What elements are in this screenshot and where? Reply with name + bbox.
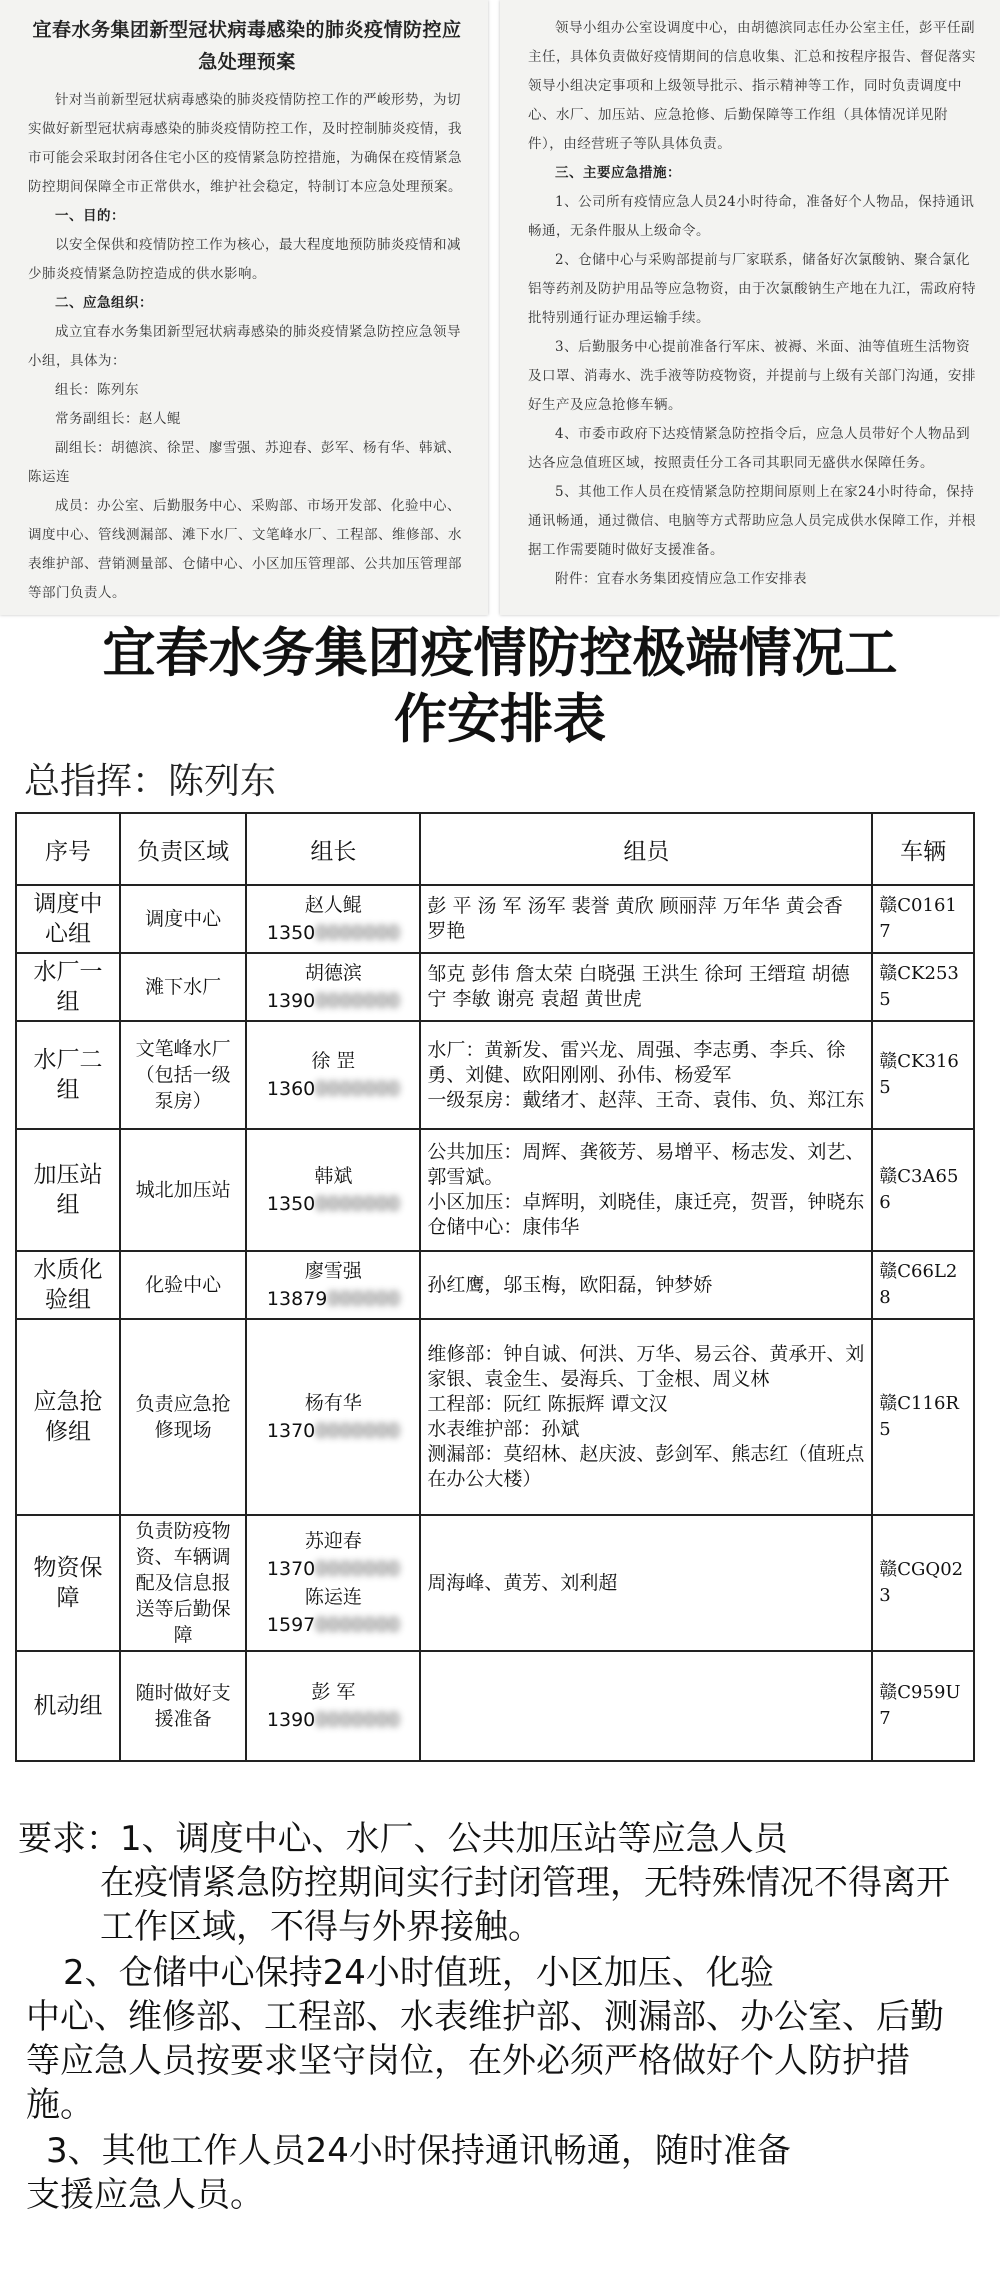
scan-paragraph: 成员：办公室、后勤服务中心、采购部、市场开发部、化验中心、调度中心、管线测漏部、滩下水厂、文笔峰水厂、工程部、维修部、水表维护部、营销测量部、仓储中心、小区加压管理部、公共加压管理部等部门负责人。 (28, 498, 462, 601)
requirement-3-first: 3、其他工作人员24小时保持通讯畅通，随时准备 (46, 2131, 791, 2171)
requirement-2-rest: 中心、维修部、工程部、水表维护部、测漏部、办公室、后勤等应急人员按要求坚守岗位，在外必须严格做好个人防护措施。 (26, 1997, 944, 2125)
leader-name: 胡德滨 (304, 962, 362, 984)
vehicle-cell: 赣C01617 (872, 885, 974, 953)
leader-phone-visible: 1370 (266, 1558, 316, 1580)
members-line: 周海峰、黄芳、刘利超 (427, 1571, 618, 1594)
area-cell: 负责防疫物资、车辆调配及信息报送等后勤保障 (120, 1515, 247, 1651)
requirements-block (18, 1817, 968, 2217)
members-line: 彭 平 汤 军 汤军 裴誉 黄欣 顾丽萍 万年华 黄会香 罗艳 (427, 895, 843, 942)
requirement-1-first: 要求：1、调度中心、水厂、公共加压站等应急人员 (18, 1819, 788, 1859)
leader-cell (246, 1515, 420, 1651)
scan-paragraph: 1、公司所有疫情应急人员24小时待命，准备好个人物品，保持通讯畅通，无条件服从上级命令。 (528, 194, 975, 239)
leader-phone-masked: 0000000 (315, 1709, 400, 1731)
area-cell: 滩下水厂 (120, 953, 247, 1021)
leader-phone-masked: 0000000 (315, 990, 400, 1012)
scan-paragraph: 附件：宜春水务集团疫情应急工作安排表 (555, 571, 807, 587)
leader-second (253, 1583, 413, 1639)
leader-cell (246, 1129, 420, 1251)
members-line: 维修部：钟自诚、何洪、万华、易云谷、黄承开、刘家银、袁金生、晏海兵、丁金根、周义林 (427, 1343, 865, 1390)
leader-phone-masked: 0000000 (315, 1558, 400, 1580)
scan-paragraph: 2、仓储中心与采购部提前与厂家联系，储备好次氯酸钠、聚合氯化铝等药剂及防护用品等应急物资，由于次氯酸钠生产地在九江，需政府特批特别通行证办理运输手续。 (528, 252, 976, 326)
vehicle-cell: 赣CGQ023 (872, 1515, 974, 1651)
table-row (16, 1021, 974, 1129)
main-heading-line2: 作安排表 (394, 689, 606, 750)
vehicle-cell: 赣CK3165 (872, 1021, 974, 1129)
scan-paragraph: 以安全保供和疫情防控工作为核心，最大程度地预防肺炎疫情和减少肺炎疫情紧急防控造成的供水影响。 (28, 237, 461, 282)
leader-phone (253, 987, 413, 1015)
members-line: 公共加压：周辉、龚筱芳、易增平、杨志发、刘艺、郭雪斌。 (427, 1141, 865, 1188)
group-name-cell: 机动组 (16, 1651, 120, 1761)
table-body (16, 885, 974, 1761)
leader-phone (253, 1706, 413, 1734)
header-index: 序号 (16, 813, 120, 885)
leader-phone (253, 1555, 413, 1583)
document-title: 宜春水务集团新型冠状病毒感染的肺炎疫情防控应急处理预案 (32, 19, 462, 73)
members-line: 一级泵房：戴绪才、赵萍、王奇、袁伟、负、郑江东 (427, 1088, 865, 1111)
table-row (16, 953, 974, 1021)
leader-phone (253, 1285, 413, 1313)
leader-phone-masked: 0000000 (315, 1193, 400, 1215)
scan-paragraph: 4、市委市政府下达疫情紧急防控指令后，应急人员带好个人物品到达各应急值班区域，按照责任分工各司其职同无盛供水保障任务。 (528, 426, 971, 471)
table-row (16, 1319, 974, 1515)
leader-phone-visible: 1370 (266, 1420, 316, 1442)
members-line: 测漏部：莫绍林、赵庆波、彭剑军、熊志红（值班点在办公大楼） (427, 1443, 865, 1490)
vehicle-cell: 赣C3A656 (872, 1129, 974, 1251)
members-line: 水厂：黄新发、雷兴龙、周强、李志勇、李兵、徐勇、刘健、欧阳刚刚、孙伟、杨爱军 (427, 1038, 846, 1086)
header-area: 负责区域 (120, 813, 247, 885)
leader-cell (246, 885, 420, 953)
members-cell (420, 1129, 872, 1251)
members-cell (420, 1651, 872, 1761)
vehicle-cell: 赣C116R5 (872, 1319, 974, 1515)
scan-paragraph: 二、应急组织： (55, 295, 153, 311)
table-header-row (16, 813, 974, 885)
table-row (16, 1515, 974, 1651)
members-cell (420, 1319, 872, 1515)
leader-phone-visible: 1350 (266, 922, 316, 944)
leader-phone-visible: 13879 (266, 1288, 328, 1310)
requirement-1-rest: 在疫情紧急防控期间实行封闭管理，无特殊情况不得离开工作区域，不得与外界接触。 (100, 1863, 950, 1947)
area-cell: 城北加压站 (120, 1129, 247, 1251)
group-name-cell: 应急抢修组 (16, 1319, 120, 1515)
leader-phone-visible: 1390 (266, 1709, 316, 1731)
group-name-cell: 加压站组 (16, 1129, 120, 1251)
leader-phone-masked: 0000000 (315, 1078, 400, 1100)
members-cell (420, 1515, 872, 1651)
commander-line: 总指挥：陈列东 (24, 761, 277, 802)
scan-paragraph: 针对当前新型冠状病毒感染的肺炎疫情防控工作的严峻形势，为切实做好新型冠状病毒感染的肺炎疫情防控工作，及时控制肺炎疫情，我市可能会采取封闭各住宅小区的疫情紧急防控措施，为确保在疫情紧急防控期间保障全市正常供水，维护社会稳定，特制订本应急处理预案。 (28, 92, 462, 195)
requirement-2-first: 2、仓储中心保持24小时值班，小区加压、化验 (63, 1953, 774, 1993)
leader-name: 赵人鲲 (304, 894, 362, 916)
leader-phone-visible: 1360 (266, 1078, 316, 1100)
area-cell: 化验中心 (120, 1251, 247, 1319)
members-line: 小区加压：卓辉明，刘晓佳，康迁亮，贺晋，钟晓东 (427, 1191, 865, 1213)
scan-paragraph: 三、主要应急措施： (555, 165, 681, 181)
area-cell: 负责应急抢修现场 (120, 1319, 247, 1515)
leader-cell (246, 1651, 420, 1761)
vehicle-cell: 赣C959U7 (872, 1651, 974, 1761)
members-cell (420, 1021, 872, 1129)
leader-second-name: 陈运连 (304, 1586, 362, 1608)
header-leader: 组长 (246, 813, 420, 885)
group-name-cell: 调度中心组 (16, 885, 120, 953)
scan-paragraph: 一、目的： (55, 208, 125, 224)
area-cell: 调度中心 (120, 885, 247, 953)
table-row (16, 1129, 974, 1251)
leader-second-phone-visible: 1597 (266, 1614, 316, 1636)
vehicle-cell: 赣CK2535 (872, 953, 974, 1021)
leader-name: 杨有华 (304, 1392, 362, 1414)
members-line: 水表维护部：孙斌 (427, 1418, 580, 1440)
header-vehicle: 车辆 (872, 813, 974, 885)
scan-paragraph: 组长：陈列东 (55, 382, 139, 398)
leader-name: 廖雪强 (304, 1260, 362, 1282)
leader-phone-masked: 0000000 (315, 1420, 400, 1442)
header-members: 组员 (420, 813, 872, 885)
group-name-cell: 物资保障 (16, 1515, 120, 1651)
scan-paragraph: 领导小组办公室设调度中心，由胡德滨同志任办公室主任，彭平任副主任，具体负责做好疫情期间的信息收集、汇总和按程序报告、督促落实领导小组决定事项和上级领导批示、指示精神等工作，同时负责调度中心、水厂、加压站、应急抢修、后勤保障等工作组（具体情况详见附件），由经营班子等队具体负责。 (528, 20, 976, 152)
members-line: 仓储中心：康伟华 (427, 1216, 580, 1238)
scanned-page-left (0, 0, 488, 615)
members-line: 工程部：阮红 陈振辉 谭文汉 (427, 1393, 668, 1415)
group-name-cell: 水厂一组 (16, 953, 120, 1021)
leader-phone-masked: 000000 (327, 1288, 400, 1310)
leader-phone (253, 1417, 413, 1445)
leader-second-phone-masked: 0000000 (315, 1614, 400, 1636)
members-cell (420, 1251, 872, 1319)
leader-cell (246, 953, 420, 1021)
table-row (16, 885, 974, 953)
scan-paragraph: 副组长：胡德滨、徐罡、廖雪强、苏迎春、彭军、杨有华、韩斌、陈运连 (28, 440, 461, 485)
table-row (16, 1651, 974, 1761)
members-line: 邹克 彭伟 詹太荣 白晓强 王洪生 徐珂 王缙瑄 胡德宁 李敏 谢亮 袁超 黄世虎 (427, 963, 850, 1010)
leader-name: 韩斌 (314, 1165, 353, 1187)
members-cell (420, 885, 872, 953)
leader-phone (253, 919, 413, 947)
group-name-cell: 水厂二组 (16, 1021, 120, 1129)
leader-cell (246, 1319, 420, 1515)
members-cell (420, 953, 872, 1021)
members-line: 孙红鹰，邬玉梅，欧阳磊，钟梦娇 (427, 1273, 713, 1296)
leader-name: 苏迎春 (304, 1530, 362, 1552)
scan-left-text (0, 0, 488, 608)
table-row (16, 1251, 974, 1319)
scan-right-text (500, 0, 1000, 594)
leader-name: 徐 罡 (311, 1050, 356, 1072)
leader-name: 彭 军 (311, 1681, 356, 1703)
area-cell: 随时做好支援准备 (120, 1651, 247, 1761)
scan-paragraph: 5、其他工作人员在疫情紧急防控期间原则上在家24小时待命，保持通讯畅通，通过微信、电脑等方式帮助应急人员完成供水保障工作，并根据工作需要随时做好支援准备。 (528, 484, 976, 558)
arrangement-table (15, 812, 975, 1762)
leader-phone-visible: 1390 (266, 990, 316, 1012)
main-heading-line1: 宜春水务集团疫情防控极端情况工 (102, 623, 898, 684)
leader-cell (246, 1251, 420, 1319)
leader-phone (253, 1190, 413, 1218)
scan-paragraph: 3、后勤服务中心提前准备行军床、被褥、米面、油等值班生活物资及口罩、消毒水、洗手液等防疫物资，并提前与上级有关部门沟通，安排好生产及应急抢修车辆。 (528, 339, 976, 413)
vehicle-cell: 赣C66L28 (872, 1251, 974, 1319)
leader-phone-visible: 1350 (266, 1193, 316, 1215)
scan-paragraph: 成立宜春水务集团新型冠状病毒感染的肺炎疫情紧急防控应急领导小组，具体为： (28, 324, 461, 369)
leader-phone (253, 1075, 413, 1103)
leader-cell (246, 1021, 420, 1129)
requirement-3-rest: 支援应急人员。 (26, 2175, 264, 2215)
group-name-cell: 水质化验组 (16, 1251, 120, 1319)
scan-paragraph: 常务副组长：赵人鲲 (55, 411, 181, 427)
leader-phone-masked: 0000000 (315, 922, 400, 944)
area-cell: 文笔峰水厂（包括一级泵房） (120, 1021, 247, 1129)
leader-second-phone (253, 1611, 413, 1639)
scanned-page-right (500, 0, 1000, 615)
